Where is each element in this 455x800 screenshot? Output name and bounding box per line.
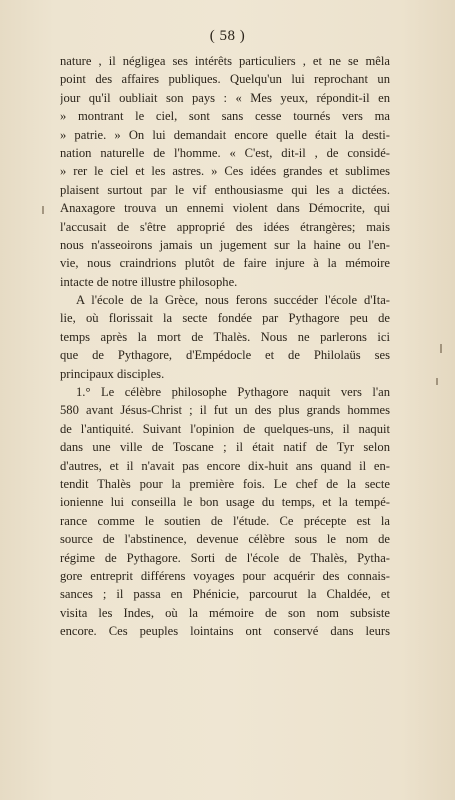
- text-line: gore entreprit différens voyages pour acquérir des connais-: [60, 568, 390, 583]
- margin-mark: [440, 344, 442, 353]
- text-line: » patrie. » On lui demandait encore quelle était la desti-: [60, 127, 390, 142]
- text-line: nation naturelle de l'homme. « C'est, dit-il , de considé-: [60, 145, 390, 160]
- margin-mark: [436, 378, 438, 385]
- text-line: intacte de notre illustre philosophe.: [60, 274, 238, 289]
- text-line: tendit Thalès pour la première fois. Le chef de la secte: [60, 476, 390, 491]
- text-line: Anaxagore trouva un ennemi violent dans Démocrite, qui: [60, 201, 390, 216]
- text-line: rance comme le soutien de l'étude. Ce précepte est la: [60, 513, 390, 528]
- text-line: » montrant le ciel, sont sans cesse tournés vers ma: [60, 109, 390, 124]
- text-line: que de Pythagore, d'Empédocle et de Philolaüs ses: [60, 348, 390, 363]
- text-line: dans une ville de Toscane ; il était natif de Tyr selon: [60, 440, 390, 455]
- page-number: ( 58 ): [209, 28, 246, 44]
- text-line: sances ; il passa en Phénicie, parcourut la Chaldée, et: [60, 587, 390, 602]
- text-line: jour qu'il oubliait son pays : « Mes yeux, répondit-il en: [60, 90, 390, 105]
- body-text: [60, 52, 390, 641]
- text-line: visita les Indes, où la mémoire de son nom subsiste: [60, 605, 390, 620]
- text-line: ionienne lui conseilla le bon usage du temps, et la tempé-: [60, 495, 390, 510]
- text-line: lie, où florissait la secte fondée par Pythagore peu de: [60, 311, 390, 326]
- text-line: point des affaires publiques. Quelqu'un lui reprochant un: [60, 72, 390, 87]
- text-line: principaux disciples.: [60, 366, 165, 381]
- paragraph-start-line: A l'école de la Grèce, nous ferons succéder l'école d'Ita-: [76, 293, 390, 308]
- text-line: vie, nous craindrions plutôt de faire injure à la mémoire: [60, 256, 390, 271]
- text-line: nature , il négligea ses intérêts particuliers , et ne se mêla: [60, 54, 390, 68]
- text-line: nous n'asseoirons jamais un jugement sur la haine ou l'en-: [60, 237, 390, 252]
- text-line: plaisent surtout par le vif enthousiasme qui les a dictées.: [60, 182, 390, 197]
- text-line: source de l'abstinence, devenue célèbre sous le nom de: [60, 532, 390, 547]
- text-line: encore. Ces peuples lointains ont conservé dans leurs: [60, 624, 390, 639]
- text-line: temps après la mort de Thalès. Nous ne parlerons ici: [60, 329, 390, 344]
- text-line: l'accusait de s'être approprié des idées étrangères; mais: [60, 219, 390, 234]
- text-line: 580 avant Jésus-Christ ; il fut un des plus grands hommes: [60, 403, 390, 418]
- paragraph-start-line: 1.° Le célèbre philosophe Pythagore naquit vers l'an: [76, 385, 390, 400]
- text-line: » rer le ciel et les astres. » Ces idées grandes et sublimes: [60, 164, 390, 179]
- margin-mark: [42, 206, 44, 214]
- text-line: régime de Pythagore. Sorti de l'école de Thalès, Pytha-: [60, 550, 390, 565]
- text-line: d'autres, et il n'avait pas encore dix-huit ans quand il en-: [60, 458, 390, 473]
- text-line: de l'antiquité. Suivant l'opinion de quelques-uns, il naquit: [60, 421, 390, 436]
